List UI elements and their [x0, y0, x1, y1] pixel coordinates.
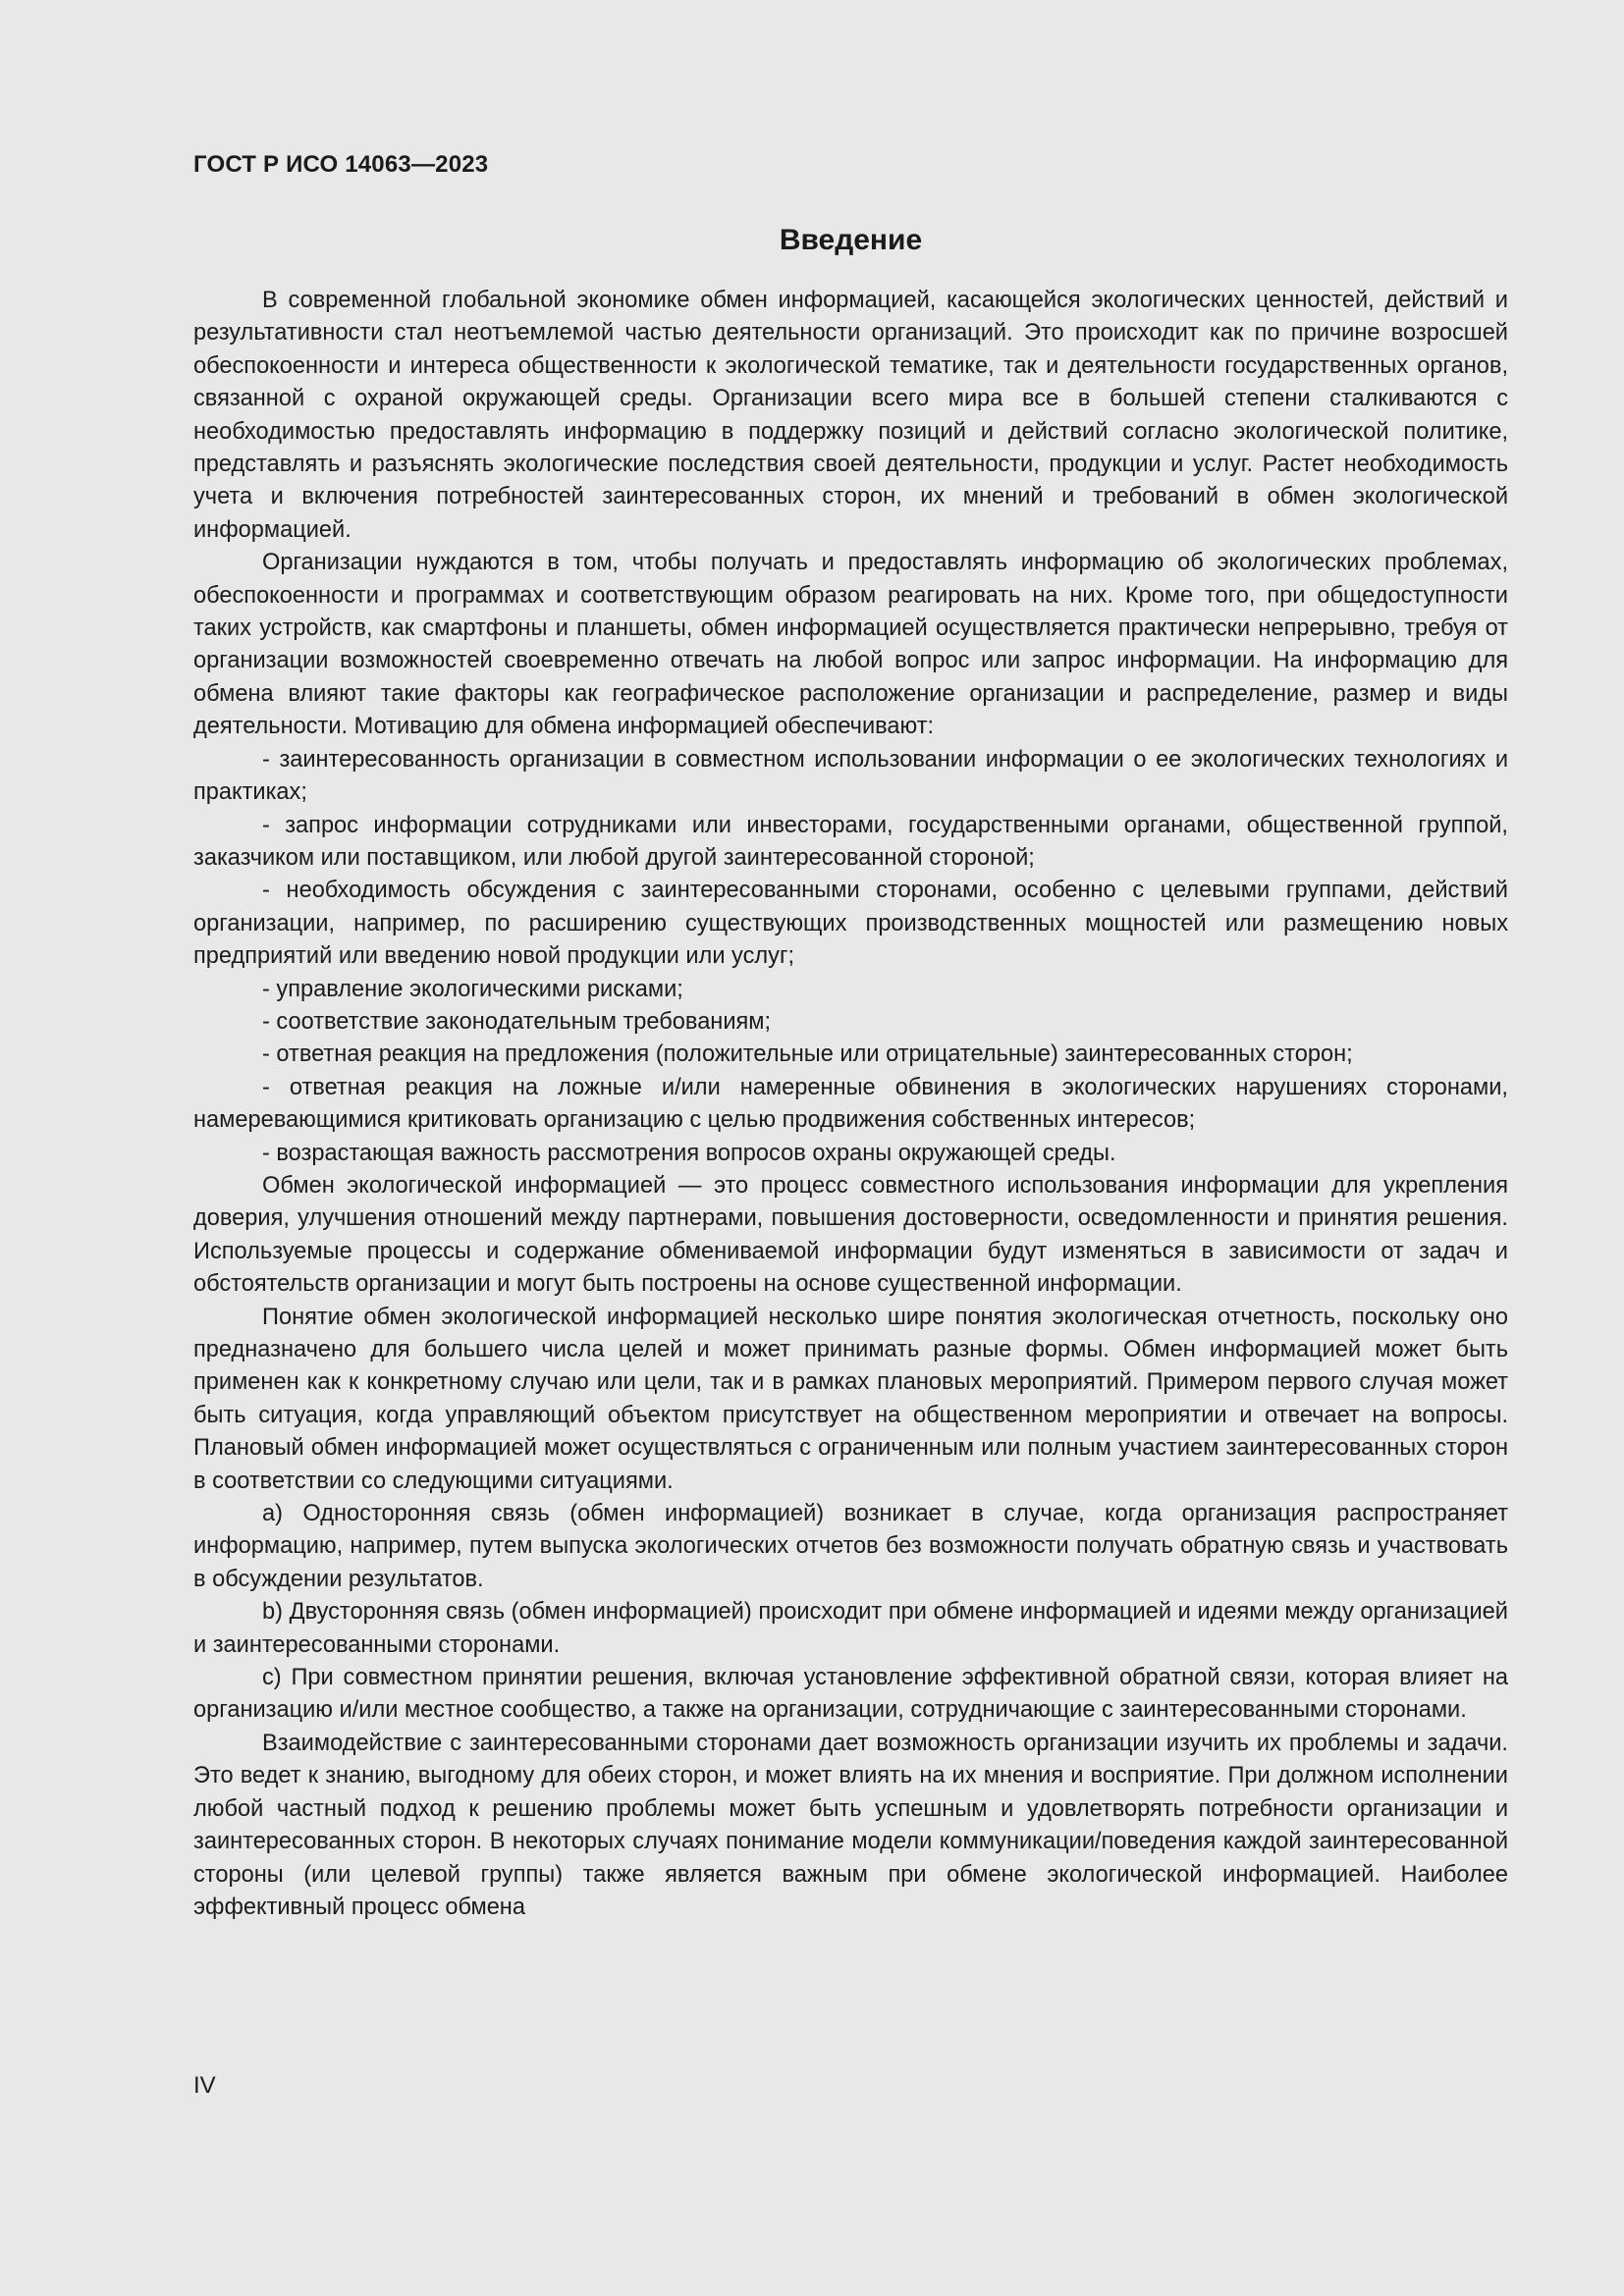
paragraph: Понятие обмен экологической информацией несколько шире понятия экологическая отчетность, поскольку оно предназначено для большего числа целей и может принимать разные формы. Обмен информацией может быть применен как к конкретному случаю или цели, так и в рамках плановых мероприятий. Примером первого случая может быть ситуация, когда управляющий объектом присутствует на общественном мероприятии и отвечает на вопросы. Плановый обмен информацией может осуществляться с ограниченным или полным участием заинтересованных сторон в соответствии со следующими ситуациями. — [193, 1304, 1508, 1494]
list-item: - соответствие законодательным требованиям; — [262, 1008, 772, 1035]
body-text — [193, 285, 1508, 1924]
list-item: b) Двусторонняя связь (обмен информацией) происходит при обмене информацией и идеями между организацией и заинтересованными сторонами. — [193, 1599, 1508, 1658]
list-item: - возрастающая важность рассмотрения вопросов охраны окружающей среды. — [262, 1140, 1116, 1166]
list-item: - необходимость обсуждения с заинтересованными сторонами, особенно с целевыми группами, действий организации, например, по расширению существующих производственных мощностей или размещению новых предприятий или введению новой продукции или услуг; — [193, 878, 1508, 970]
document-header: ГОСТ Р ИСО 14063—2023 — [193, 151, 489, 178]
paragraph: Обмен экологической информацией — это процесс совместного использования информации для укрепления доверия, улучшения отношений между партнерами, повышения достоверности, осведомленности и принятия решения. Используемые процессы и содержание обмениваемой информации будут изменяться в зависимости от задач и обстоятельств организации и могут быть построены на основе существенной информации. — [193, 1172, 1508, 1298]
list-item: - ответная реакция на предложения (положительные или отрицательные) заинтересованных сторон; — [262, 1041, 1353, 1068]
page-number: IV — [193, 2072, 216, 2099]
list-item: - управление экологическими рисками; — [262, 976, 683, 1002]
paragraph: Организации нуждаются в том, чтобы получать и предоставлять информацию об экологических проблемах, обеспокоенности и программах и соответствующим образом реагировать на них. Кроме того, при общедоступности таких устройств, как смартфоны и планшеты, обмен информацией осуществляется практически непрерывно, требуя от организации возможностей своевременно отвечать на любой вопрос или запрос информации. На информацию для обмена влияют такие факторы как географическое расположение организации и распределение, размер и виды деятельности. Мотивацию для обмена информацией обеспечивают: — [193, 550, 1508, 740]
paragraph: В современной глобальной экономике обмен информацией, касающейся экологических ценностей, действий и результативности стал неотъемлемой частью деятельности организаций. Это происходит как по причине возросшей обеспокоенности и интереса общественности к экологической тематике, так и деятельности государственных органов, связанной с охраной окружающей среды. Организации всего мира все в большей степени сталкиваются с необходимостью предоставлять информацию в поддержку позиций и действий согласно экологической политике, представлять и разъяснять экологические последствия своей деятельности, продукции и услуг. Растет необходимость учета и включения потребностей заинтересованных сторон, их мнений и требований в обмен экологической информацией. — [193, 288, 1508, 543]
list-item: a) Односторонняя связь (обмен информацией) возникает в случае, когда организация распространяет информацию, например, путем выпуска экологических отчетов без возможности получать обратную связь и участвовать в обсуждении результатов. — [193, 1501, 1508, 1592]
list-item: - запрос информации сотрудниками или инвесторами, государственными органами, общественной группой, заказчиком или поставщиком, или любой другой заинтересованной стороной; — [193, 812, 1508, 871]
list-item: c) При совместном принятии решения, включая установление эффективной обратной связи, которая влияет на организацию и/или местное сообщество, а также на организации, сотрудничающие с заинтересованными сторонами. — [193, 1665, 1508, 1724]
paragraph: Взаимодействие с заинтересованными сторонами дает возможность организации изучить их проблемы и задачи. Это ведет к знанию, выгодному для обеих сторон, и может влиять на их мнения и восприятие. При должном исполнении любой частный подход к решению проблемы может быть успешным и удовлетворять потребности организации и заинтересованных сторон. В некоторых случаях понимание модели коммуникации/поведения каждой заинтересованной стороны (или целевой группы) также является важным при обмене экологической информацией. Наиболее эффективный процесс обмена — [193, 1730, 1508, 1920]
list-item: - заинтересованность организации в совместном использовании информации о ее экологических технологиях и практиках; — [193, 746, 1508, 806]
section-title: Введение — [779, 224, 923, 256]
list-item: - ответная реакция на ложные и/или намеренные обвинения в экологических нарушениях сторонами, намеревающимися критиковать организацию с целью продвижения собственных интересов; — [193, 1074, 1508, 1134]
